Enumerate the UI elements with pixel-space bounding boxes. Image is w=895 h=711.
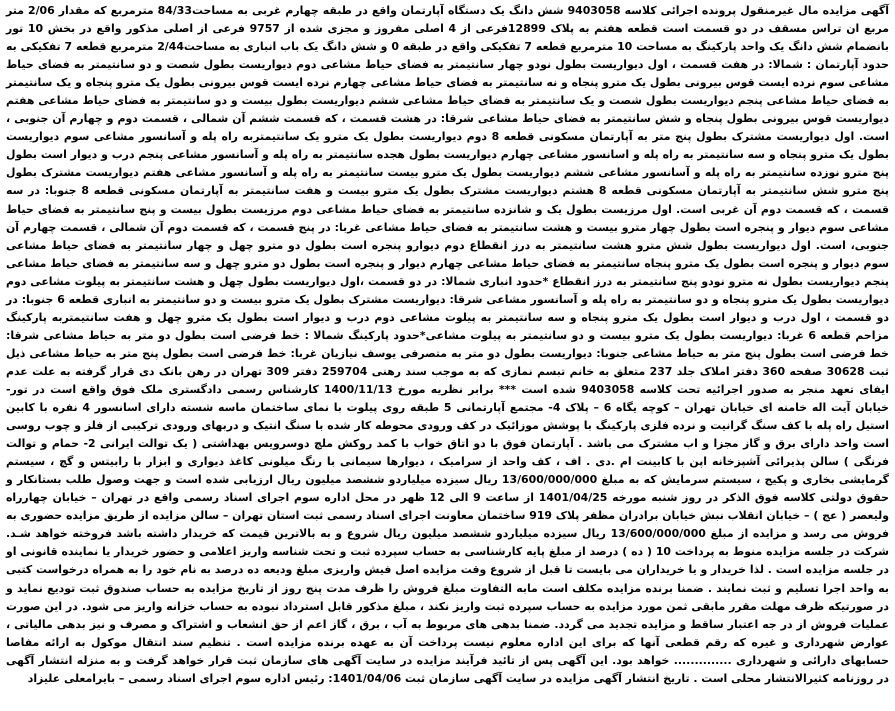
auction-notice-text: آگهی مزایده مال غیرمنقول پرونده اجرائی کلاسه 9403058 شش دانگ یک دستگاه آپارتمان واقع در طبقه چهارم غربی به مساحت84/33 مترمربع که مقدار 2/06 متر مربع ان تراس مسقف در دو قسمت است قطعه هفتم به پلاک 12899فرعی از 4 اصلی مفروز و مجزی شده از 9757 فرعی از اصلی مذکور واقع در بخش 10 تور بانضمام شش دانگ یک واحد پارکینگ به مساحت 10 مترمربع قطعه 7 تفکیکی واقع در طبقه 0 و شش دانگ یک باب انباری به مساحت2/44 مترمربع قطعه 7 تفکیکی به حدود آپارتمان : شمالا: در هفت قسمت ، اول دیواریست بطول نودو چهار سانتیمتر به فضای حیاط مشاعی دوم دیواریست بطول شصت و دو سانتیمتر به فضای حیاط مشاعی سوم نرده ایست قوس بیرونی بطول یک مترو پنجاه و نه سانتیمتر به فضای حیاط مشاعی چهارم نرده ایست قوس بیرونی بطول یک مترو پنجاه و یک سانتیمتر به فضای حیاط مشاعی پنجم دیواریست بطول شصت و یک سانتیمتر به فضای حیاط مشاعی ششم دیواریست بطول بیست و دو سانتیمتر به فضای حیاط مشاعی هفتم دیواریست قوس بیرونی بطول پنجاه و شش سانتیمتر به فضای حیاط مشاعی شرقا: در هشت قسمت ، که قسمت ششم آن شمالی ، قسمت دوم و چهارم آن جنوبی ، است. اول دیواریست مشترک بطول پنج متر به آپارتمان مسکونی قطعه 8 دوم دیواریست بطول یک مترو یک سانتیمتربه راه پله و آسانسور مشاعی سوم دیواریست بطول یک مترو پنجاه و سه سانتیمتر به راه پله و اسانسور مشاعی چهارم دیواریست بطول هجده سانتیمتر به راه پله و آسانسور مشاعی پنجم درب و دیوار است بطول پنج مترو نوزده سانتیمتر به راه پله و آسانسور مشاعی ششم دیواریست بطول یک مترو بیست سانتیمتر به راه پله و آسانسور مشاعی هفتم دیواریست مشترک بطول پنج مترو شش سانتیمتر به آپارتمان مسکونی قطعه 8 هشتم دیواریست مشترک بطول یک مترو بیست و هفت سانتیمتر به آپارتمان مسکونی قطعه 8 جنوبا: در سه قسمت ، که قسمت دوم آن غربی است. اول مرزیست بطول یک و شانزده سانتیمتر به فضای حیاط مشاعی دوم مرزیست بطول بیست و پنج سانتیمتر به فضای حیاط مشاعی سوم دیوار و پنجره است بطول چهار مترو بیست و هشت سانتیمتر به فضای حیاط مشاعی غربا: در پنج قسمت ، که قسمت دوم آن شمالی ، قسمت چهارم آن جنوبی، است. اول دیواریست بطول شش مترو هشت سانتیمتر به درز انقطاع دوم دیوارو پنجره است بطول دو مترو چهل و چهار سانتیمتر به فضای حیاط مشاعی سوم دیوار و پنجره است بطول یک مترو پنجاه سانتیمتر به فضای حیاط مشاعی چهارم دیوار و پنجره است بطول دو مترو چهل و سه سانتیمتر به فضای حیاط مشاعی پنجم دیواریست بطول نه مترو نودو پنج سانتیمتر به درز انقطاع *حدود انباری شمالا: در دو قسمت ،اول دیواریست بطول چهل و هشت سانتیمتر به پیلوت مشاعی دوم دیواریست بطول یک مترو پنجاه و دو سانتیمتر به راه پله و آسانسور مشاعی شرقا: دیواریست مشترک بطول یک مترو بیست و دو سانتیمتر به انباری قطعه 6 جنوبا: در دو قسمت ، اول درب و دیوار است بطول یک مترو پنجاه و سه سانتیمتر به پیلوت مشاعی دوم درب و دیوار است بطول یک مترو چهل و هفت سانتیمتربه پارکینگ مزاحم قطعه 6 غربا: دیواریست بطول یک مترو بیست و دو سانتیمتر به پیلوت مشاعی*حدود پارکینگ شمالا : خط فرضی است بطول دو متر به حیاط مشاعی شرقا: خط فرضی است بطول پنج متر به حیاط مشاعی جنوبا: دیواریست بطول دو متر به متصرفی یوسف نیازیان غربا: خط فرضی است بطول پنج متر به حیاط مشاعی ذیل ثبت 30628 صفحه 360 دفتر املاک جلد 237 متعلق به خانم تبسم نمازی که به موجب سند رهنی 259704 دفتر 309 تهران در رهن بانک دی قرار گرفته به علت عدم ایفای تعهد منجر به صدور اجرائیه تحت کلاسه 9403058 شده است *** برابر نظریه مورخ 1400/11/13 کارشناس رسمی دادگستری ملک فوق واقع است در تور- خیابان آیت اله خامنه ای خیابان تهران – کوچه یگاه 6 – پلاک 4- مجتمع آپارتمانی 5 طبقه روی پیلوت با نمای ساختمان ماسه شسته دارای اسانسور 4 نفره با کابین استیل راه پله با کف سنگ گرانیت و نرده فلزی پارکینگ با پوشش موزائیک در کف ورودی محوطه کار شده با سنگ انتیک و دربهای ورودی ترکیبی از فلز و چوب روسی است واحد دارای برق و گاز مجزا و اب مشترک می باشد . آپارتمان فوق با دو اتاق خواب با کمد روکش ملچ دوسرویس بهداشتی ( یک توالت ایرانی 2- حمام و توالت فرنگی ) سالن پذیرائی آشپزخانه اپن با کابینت ام .دی . اف ، کف واحد از سرامیک ، دیوارها سیمانی با رنگ میلونی کاغذ دیواری و ابزار با رابیتس و گچ ، سیستم گرمایشی بخاری و پکیج ، سیستم سرمایش که به مبلغ 13/600/000/000 ریال سیزده میلیاردو ششصد میلیون ریال ارزیابی شده است و جهت وصول طلب بستانکار و حقوق دولتی کلاسه فوق الذکر در روز شنبه مورخه 1401/04/25 از ساعت 9 الی 12 ظهر در محل اداره سوم اجرای اسناد رسمی واقع در تهران – خیابان چهارراه ولیعصر ( عج ) – خیابان انقلاب نبش خیابان برادران مظفر پلاک 919 ساختمان معاونت اجرای اسناد رسمی ثبت استان تهران – سالن مزایده از طریق مزایده حضوری به فروش می رسد و مزایده از مبلغ 13/600/000/000 ریال سیزده میلیاردو ششصد میلیون ریال شروع و به بالاترین قیمت که خریدار داشته باشد فروخته خواهد شـد. شرکت در جلسه مزایده منوط به پرداخت 10 ( ده ) درصد از مبلغ پایه کارشناسی به حساب سپرده ثبت و تحت شناسه واریز اعلامی و حضور خریدار یا نماینده قانونی او در جلسه مزایده است . لذا خریدار و یا خریداران می بایست تا قبل از شروع وقت مزایده اصل فیش واریزی مبلغ ودیعه ده درصد به نام خود را به همراه درخواست کتبی به واحد اجرا تسلیم و ثبت نمایند . ضمنا برنده مزایده مکلف است مابه التفاوت مبلغ فروش را ظرف مدت پنج روز از تاریخ مزایده به حساب صندوق ثبت تودیع نماید و در صورتیکه ظرف مهلت مقرر مابقی ثمن مورد مزایده به حساب سپرده ثبت واریز نکند ، مبلغ مذکور قابل استرداد نبوده به حساب خزانه واریز می شود. در این صورت عملیات فروش از در جه اعتبار ساقط و مزایده تجدید می گردد. ضمنا بدهی های مربوط به آب ، برق ، گاز اعم از حق انشعاب و اشتراک و مصرف و نیز بدهی مالیاتی ، عوارض شهرداری و غیره که رقم قطعی آنها که برای این اداره معلوم نیست پرداخت آن به عهده برنده مزایده است . تنظیم سند انتقال موکول به ارائه مفاصا حسابهای دارائی و شهرداری .............. خواهد بود. این آگهی پس از تائید فرآیند مزایده در سایت آگهی های سازمان ثبت قرار خواهد گرفت و به منزله انتشار آگهی در روزنامه کثیرالانتشار محلی است . تاریخ انتشار آگهی مزایده در سایت آگهی سازمان ثبت 1401/04/06: رئیس اداره سوم اجرای اسناد رسمی – بایرامعلی علیزاد [6, 4, 890, 685]
